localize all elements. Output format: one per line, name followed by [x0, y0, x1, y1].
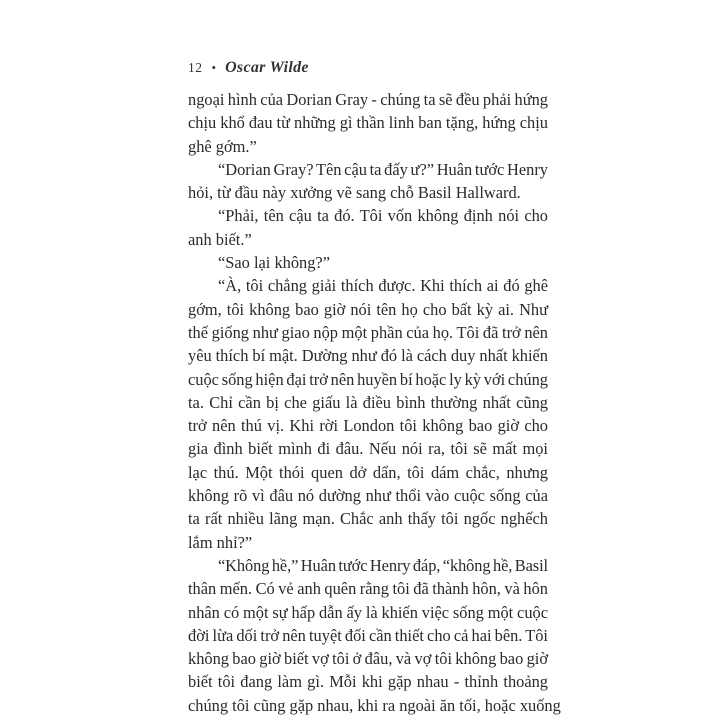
text-line: không bao giờ biết vợ tôi ở đâu, và vợ tôi không bao giờ [188, 649, 548, 669]
text-line: yêu thích bí mật. Dường như đó là cách duy nhất khiến [188, 346, 548, 366]
page-number: 12 [188, 60, 203, 75]
header-bullet: • [211, 60, 217, 75]
author-name: Oscar Wilde [225, 59, 309, 76]
text-line: trở nên thú vị. Khi rời London tôi không bao giờ cho [188, 416, 548, 436]
text-line: ngoại hình của Dorian Gray - chúng ta sẽ đều phải hứng [188, 90, 548, 109]
text-line: “Sao lại không?” [218, 253, 330, 273]
text-line: ghê gớm.” [188, 136, 257, 156]
text-line: “Dorian Gray? Tên cậu ta đấy ư?” Huân tước Henry [218, 159, 548, 179]
text-line: lắm nhỉ?” [188, 532, 253, 552]
text-line: đời lừa dối trở nên tuyệt đối cần thiết cho cả hai bên. Tôi [188, 625, 548, 645]
text-line: gớm, tôi không bao giờ nói tên họ cho bất kỳ ai. Như [188, 299, 548, 319]
text-line: chịu khổ đau từ những gì thần linh ban tặng, hứng chịu [188, 113, 548, 133]
text-line: thế giống như giao nộp một phần của họ. Tôi đã trở nên [188, 322, 548, 342]
text-line: anh biết.” [188, 229, 252, 249]
body-text [188, 88, 561, 717]
text-line: nhân có một sự hấp dẫn ấy là khiến việc sống một cuộc [188, 602, 548, 622]
text-line: lạc thú. Một thói quen dở dẩn, tôi dám chắc, nhưng [188, 462, 548, 482]
text-line: “Không hề,” Huân tước Henry đáp, “không hề, Basil [218, 555, 548, 575]
text-line: biết tôi đang làm gì. Mỗi khi gặp nhau - thỉnh thoảng [188, 672, 548, 692]
text-line: ta. Chỉ cần bị che giấu là điều bình thường nhất cũng [188, 392, 548, 412]
text-line: không rõ vì đâu nó dường như thổi vào cuộc sống của [188, 486, 548, 506]
text-line: chúng tôi cũng gặp nhau, khi ra ngoài ăn tối, hoặc xuống [188, 695, 561, 715]
running-head [188, 56, 309, 80]
text-line: “Phải, tên cậu ta đó. Tôi vốn không định nói cho [218, 206, 548, 226]
text-line: gia đình biết mình đi đâu. Nếu nói ra, tôi sẽ mất mọi [188, 439, 548, 459]
text-line: ta rất nhiều lãng mạn. Chắc anh thấy tôi ngốc nghếch [188, 509, 548, 529]
text-line: hỏi, từ đầu này xưởng vẽ sang chỗ Basil Hallward. [188, 183, 521, 203]
text-line: cuộc sống hiện đại trở nên huyền bí hoặc ly kỳ với chúng [188, 369, 548, 389]
text-line: “À, tôi chẳng giải thích được. Khi thích ai đó ghê [218, 276, 548, 296]
text-line: thân mến. Có vẻ anh quên rằng tôi đã thành hôn, và hôn [188, 579, 548, 599]
